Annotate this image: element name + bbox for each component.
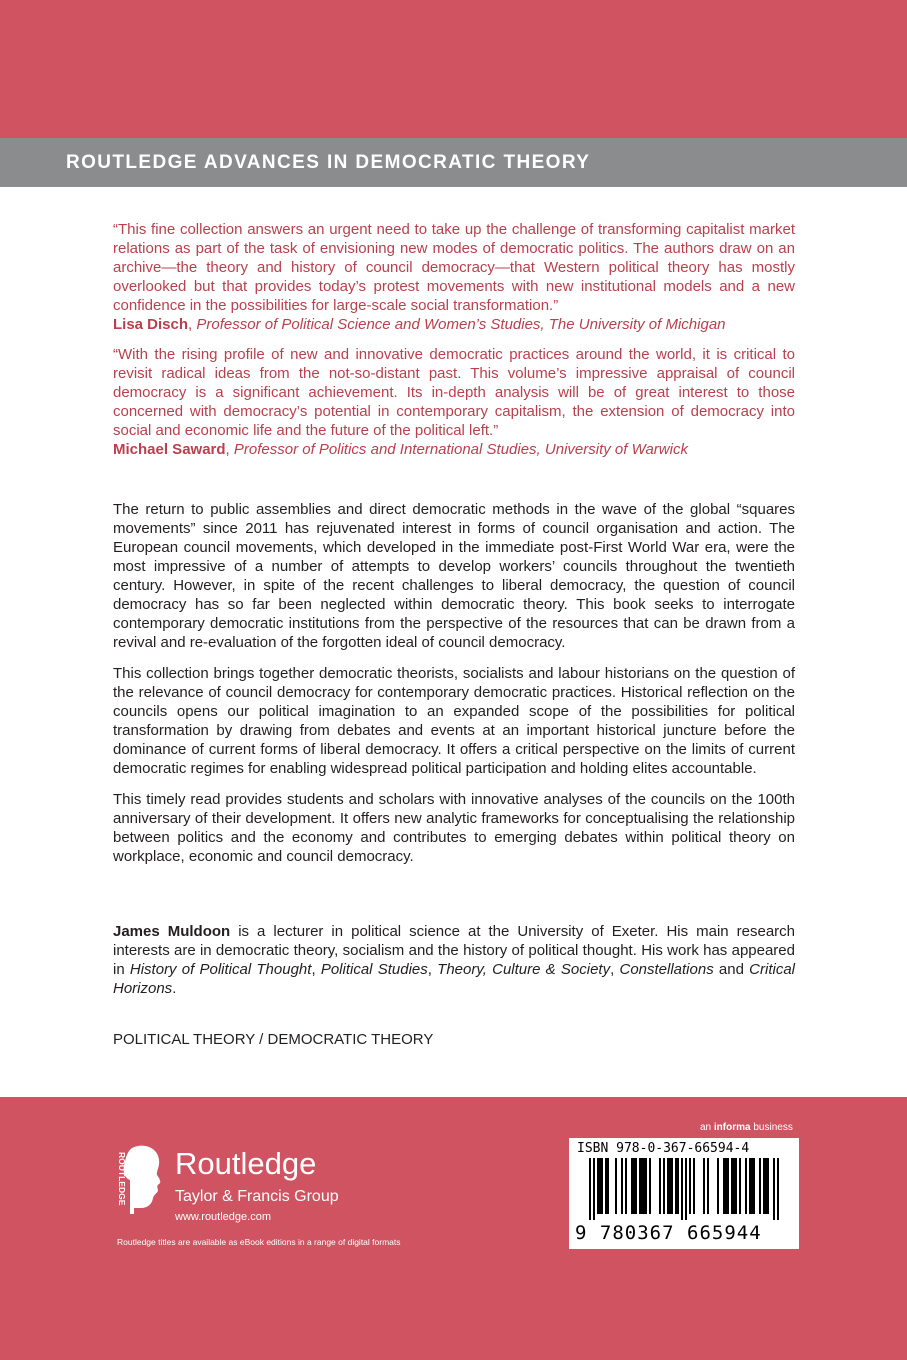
barcode-bar	[703, 1158, 705, 1214]
informa-prefix: an	[700, 1122, 714, 1133]
barcode-bar	[601, 1158, 603, 1214]
barcode-bar	[689, 1158, 691, 1214]
author-bio	[113, 922, 795, 998]
informa-tagline	[700, 1122, 793, 1133]
barcode-bar	[633, 1158, 635, 1214]
ean-first-digit: 9	[575, 1222, 588, 1244]
barcode-bar	[641, 1158, 643, 1214]
journal-title: Critical Horizons	[113, 961, 795, 997]
journal-title: History of Political Thought	[129, 961, 312, 978]
endorser-affiliation: Professor of Politics and International Studies, University of Warwick	[233, 441, 688, 458]
barcode-bar	[745, 1158, 747, 1214]
separator: and	[713, 961, 750, 978]
endorser-affiliation: Professor of Political Science and Women’s Studies, The University of Michigan	[196, 316, 726, 333]
publisher-name: Routledge	[175, 1146, 317, 1181]
ebook-note: Routledge titles are available as eBook editions in a range of digital formats	[117, 1237, 401, 1247]
barcode-bar	[731, 1158, 733, 1214]
logo-wordmark: ROUTLEDGE	[117, 1152, 127, 1206]
barcode-bar	[759, 1158, 761, 1214]
separator: ,	[311, 961, 321, 978]
book-description	[113, 500, 795, 878]
barcode-bar	[639, 1158, 641, 1214]
barcode-bar	[643, 1158, 645, 1214]
barcode-bar	[749, 1158, 751, 1214]
barcode-bar	[607, 1158, 609, 1214]
endorser-name: Michael Saward	[113, 441, 226, 458]
barcode-bar	[645, 1158, 647, 1214]
barcode-bar	[681, 1158, 683, 1220]
barcode-bar	[605, 1158, 607, 1214]
barcode-bar	[675, 1158, 677, 1214]
informa-brand: informa	[713, 1122, 751, 1133]
barcode-bar	[677, 1158, 679, 1214]
barcode-bar	[597, 1158, 599, 1214]
journal-title: Political Studies	[320, 961, 428, 978]
barcode-bar	[635, 1158, 637, 1214]
barcode-bar	[685, 1158, 687, 1220]
informa-suffix: business	[750, 1122, 793, 1133]
description-paragraph: This timely read provides students and scholars with innovative analyses of the councils on the 100th anniversary of their development. It offers new analytic frameworks for conceptualising the relationship between politics and the economy and contributes to emerging debates within political theory on workplace, economic and council democracy.	[113, 791, 795, 865]
endorsement-quote: “This fine collection answers an urgent need to take up the challenge of transforming capitalist market relations as part of the task of envisioning new modes of democratic politics. The authors draw on an archive—the theory and history of council democracy—that Western political theory has mostly overlooked but that provides today’s protest movements with new institutional models and a new confidence in the possibilities for large-scale social transformation.”	[113, 221, 795, 314]
barcode-bar	[751, 1158, 753, 1214]
barcode-bar	[739, 1158, 741, 1214]
barcode-bar	[599, 1158, 601, 1214]
barcode-bar	[727, 1158, 729, 1214]
barcode-bar	[733, 1158, 735, 1214]
separator: ,	[427, 961, 438, 978]
separator: .	[172, 980, 177, 997]
barcode-bar	[625, 1158, 627, 1214]
barcode-bar	[777, 1158, 779, 1220]
barcode-bar	[707, 1158, 709, 1214]
barcode-bar	[671, 1158, 673, 1214]
barcode-bar	[663, 1158, 665, 1214]
endorsement-attribution	[113, 440, 795, 459]
barcode-bar	[649, 1158, 651, 1214]
journal-title: Theory, Culture & Society	[437, 961, 611, 978]
barcode-bar	[717, 1158, 719, 1214]
routledge-logo-icon	[110, 1140, 166, 1218]
barcode-bar	[621, 1158, 623, 1214]
barcode-bar	[723, 1158, 725, 1214]
barcode-bar	[753, 1158, 755, 1214]
barcode-bar	[659, 1158, 661, 1214]
barcode-bar	[763, 1158, 765, 1214]
ean-right-group: 665944	[687, 1222, 762, 1244]
endorser-name: Lisa Disch	[113, 316, 189, 333]
barcode-bar	[735, 1158, 737, 1214]
barcode-bar	[589, 1158, 591, 1220]
separator: ,	[188, 316, 197, 333]
endorsement-attribution	[113, 315, 795, 334]
barcode-bar	[767, 1158, 769, 1214]
barcode-bar	[669, 1158, 671, 1214]
description-paragraph: This collection brings together democratic theorists, socialists and labour historians on the question of the relevance of council democracy for contemporary democratic practices. Historical reflection on the councils opens our political imagination to an expanded scope of the possibilities for political transformation by drawing from debates and events at an important historical juncture before the dominance of current forms of liberal democracy. It offers a critical perspective on the limits of current democratic regimes for enabling widespread political participation and holding elites accountable.	[113, 665, 795, 777]
barcode-bars	[577, 1158, 791, 1220]
bio-text: is a lecturer in political science at the University of Exeter. His main research interests are in democratic theory, socialism and the history of political thought. His work has appeared in	[113, 923, 795, 978]
series-title: ROUTLEDGE ADVANCES IN DEMOCRATIC THEORY	[66, 152, 591, 173]
ean-left-group: 780367	[599, 1222, 675, 1244]
barcode-bar	[593, 1158, 595, 1220]
barcode-bar	[615, 1158, 617, 1214]
barcode-bar	[693, 1158, 695, 1214]
endorsements	[113, 220, 795, 470]
barcode-bar	[725, 1158, 727, 1214]
separator: ,	[610, 961, 620, 978]
publisher-group: Taylor & Francis Group	[175, 1188, 339, 1205]
barcode-bar	[765, 1158, 767, 1214]
subject-category: POLITICAL THEORY / DEMOCRATIC THEORY	[113, 1031, 434, 1048]
description-paragraph: The return to public assemblies and direct democratic methods in the wave of the global “squares movements” since 2011 has rejuvenated interest in forms of council organisation and action. The European council movements, which developed in the immediate post-First World War era, were the most impressive of a number of attempts to develop workers’ councils throughout the twentieth century. However, in spite of the recent challenges to liberal democracy, the question of council democracy has so far been neglected within democratic theory. This book seeks to interrogate contemporary democratic institutions from the perspective of the resources that can be drawn from a revival and re-evaluation of the forgotten ideal of council democracy.	[113, 501, 795, 651]
top-color-band	[0, 0, 907, 138]
barcode-bar	[631, 1158, 633, 1214]
isbn-label: ISBN 978-0-367-66594-4	[577, 1141, 750, 1156]
endorsement-quote: “With the rising profile of new and innovative democratic practices around the world, it is critical to revisit radical ideas from the not-so-distant past. This volume’s impressive appraisal of council democracy is a significant achievement. Its in-depth analysis will be of great interest to those concerned with democracy’s potential in contemporary capitalism, the extension of democracy into social and economic life and the future of the political left.”	[113, 346, 795, 439]
publisher-url: www.routledge.com	[175, 1211, 271, 1223]
separator: ,	[225, 441, 234, 458]
ean-digits	[575, 1222, 762, 1244]
journal-title: Constellations	[619, 961, 714, 978]
barcode-bar	[773, 1158, 775, 1220]
isbn-barcode	[569, 1138, 799, 1249]
author-name: James Muldoon	[113, 923, 231, 940]
barcode-bar	[667, 1158, 669, 1214]
